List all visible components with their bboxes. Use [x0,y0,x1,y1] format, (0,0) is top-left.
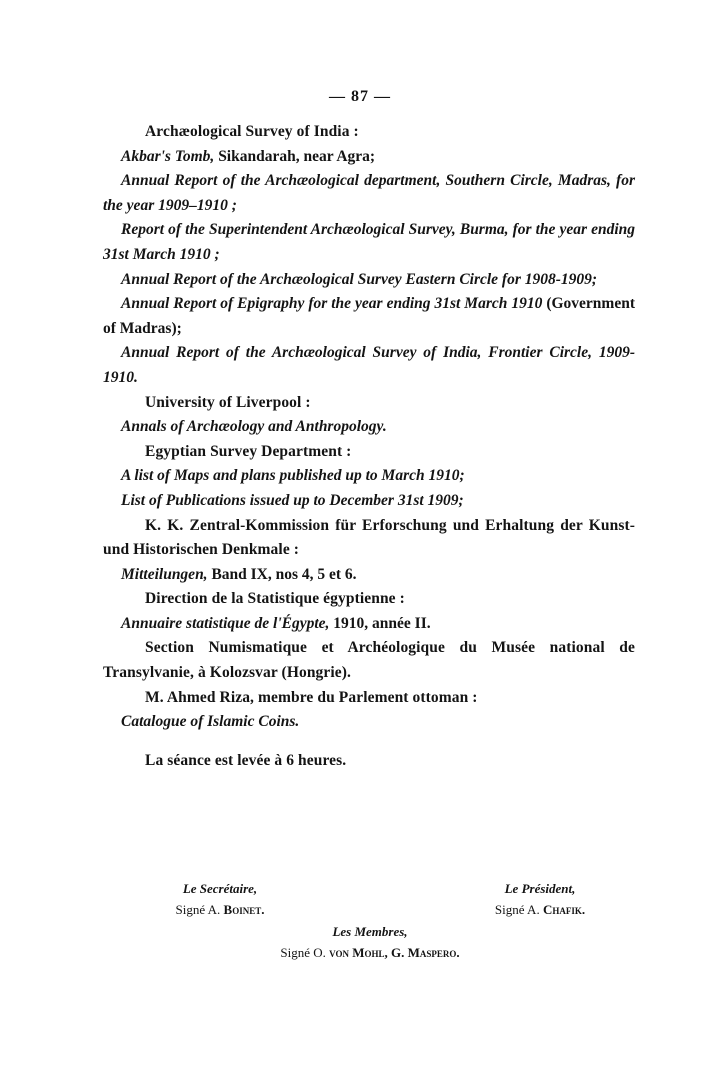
publication-details: Band IX, nos 4, 5 et 6. [207,565,357,583]
secretary-signed-label: Signé A. [175,902,221,917]
publication-entry [103,489,635,514]
publication-title: Annuaire statistique de l'Égypte, [121,614,330,632]
page-number: — 87 — [329,88,391,105]
donor-heading: Archæological Survey of India : [145,123,359,140]
donor-heading: Direction de la Statistique égyptienne : [145,590,405,608]
publication-title: List of Publications issued up to December 31st 1909; [121,491,464,509]
publication-entry [103,415,635,440]
signature-members [220,921,520,963]
members-names: von Mohl, G. Maspero. [329,945,460,960]
publication-title: Mitteilungen, [121,565,208,583]
members-role: Les Membres, [332,924,408,939]
publication-title: Report of the Superintendent Archæological Survey, Burma, for the year ending 31st March 1910 ; [103,221,635,263]
publication-title: Annual Report of Epigraphy for the year ending 31st March 1910 [121,295,543,313]
president-name: Chafik. [542,902,586,917]
publication-entry [103,169,635,218]
publication-entry [103,612,635,637]
donor-heading: M. Ahmed Riza, membre du Parlement ottoman : [145,688,478,706]
publication-entry [103,464,635,489]
publication-title: Annual Report of the Archæological Survey of India, Frontier Circle, 1909-1910. [103,344,635,386]
publication-title: Akbar's Tomb, [121,147,215,165]
secretary-name: Boinet. [223,902,265,917]
publication-details: (Government of Madras); [103,295,635,337]
donor-heading: Egyptian Survey Department : [145,442,352,460]
signature-president [440,878,640,920]
donor-heading: Section Numismatique et Archéologique du Musée national de Transylvanie, à Kolozsvar (Hongrie). [103,639,635,682]
donor-heading: K. K. Zentral-Kommission für Erforschung und Erhaltung der Kunst- und Historischen Denkmale : [103,516,635,559]
publication-title: A list of Maps and plans published up to March 1910; [121,467,465,485]
members-signed-label: Signé O. [280,945,326,960]
publication-entry [103,145,635,170]
secretary-role: Le Secrétaire, [182,881,258,896]
president-role: Le Président, [504,881,576,896]
paragraph-gap [103,735,635,749]
publication-title: Annals of Archæology and Anthropology. [121,418,387,436]
president-signed-label: Signé A. [494,902,540,917]
publication-entry [103,563,635,588]
document-body [103,120,635,773]
publication-details: Sikandarah, near Agra; [214,147,376,165]
publication-entry [103,218,635,267]
publication-title: Annual Report of the Archæological department, Southern Circle, Madras, for the year 1909–1910 ; [103,172,635,214]
publication-entry [103,341,635,390]
signature-secretary [120,878,320,920]
publication-entry [103,710,635,735]
publication-title: Annual Report of the Archæological Survey Eastern Circle for 1908-1909; [121,270,598,288]
donor-heading: University of Liverpool : [145,393,311,411]
publication-title: Catalogue of Islamic Coins. [121,713,300,731]
publication-entry [103,292,635,341]
publication-details: 1910, année II. [329,614,431,632]
publication-entry [103,268,635,293]
closing-line: La séance est levée à 6 heures. [145,751,347,769]
